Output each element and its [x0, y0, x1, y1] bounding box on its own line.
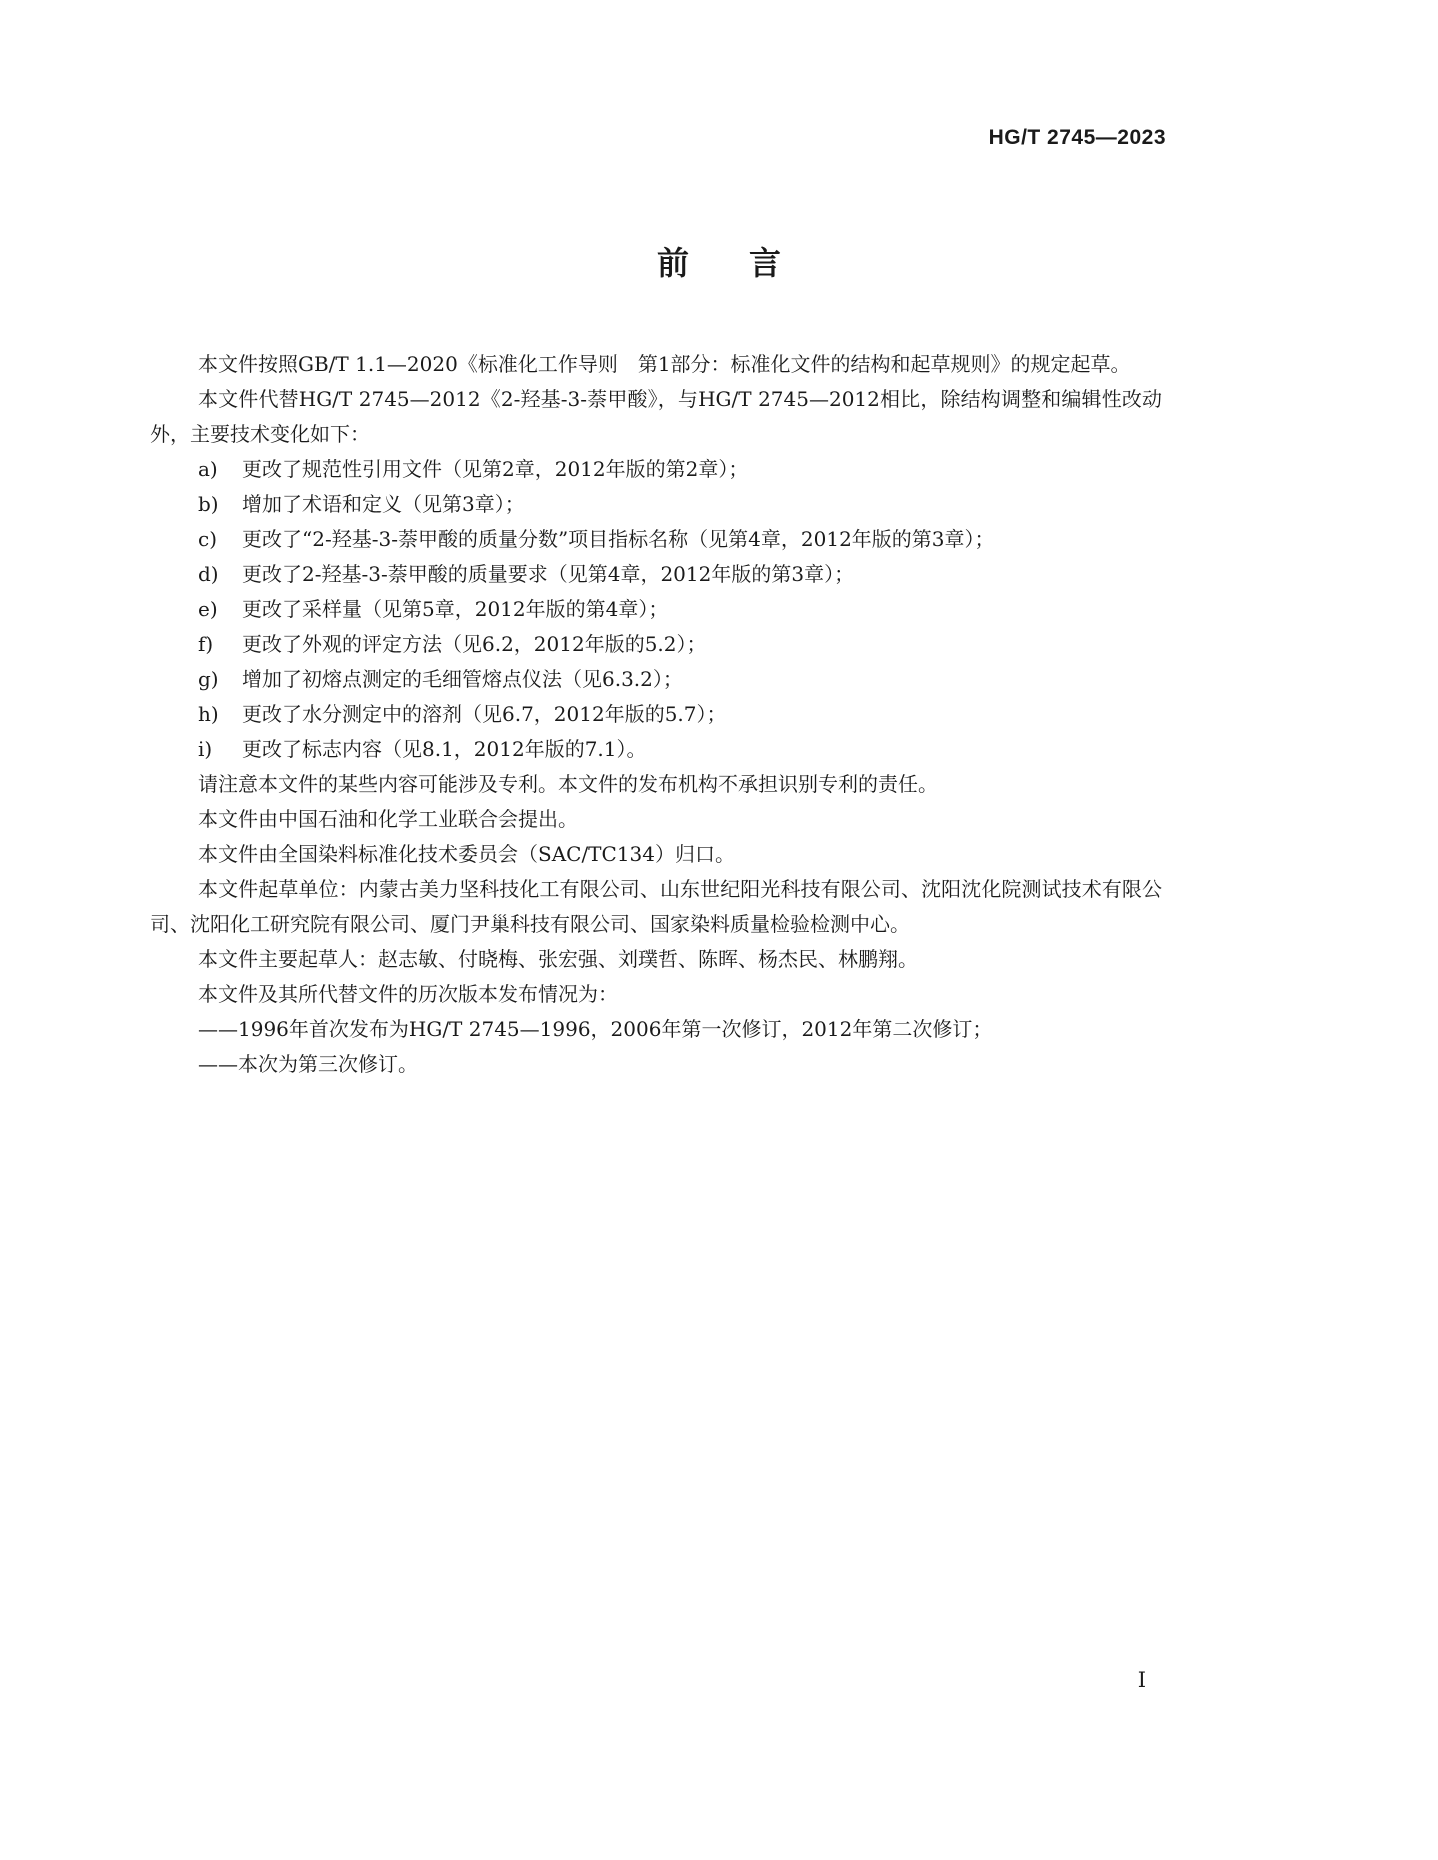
list-item-change [150, 592, 1162, 627]
list-item-text: 增加了初熔点测定的毛细管熔点仪法（见6.3.2）； [242, 667, 683, 691]
list-marker: d) [198, 562, 219, 586]
list-item-change [150, 627, 1162, 662]
list-marker: a) [198, 457, 218, 481]
list-item-change [150, 732, 1162, 767]
list-item-text: 更改了水分测定中的溶剂（见6.7，2012年版的5.7）； [242, 702, 727, 726]
document-code: HG/T 2745—2023 [988, 126, 1166, 149]
paragraph-history-intro: 本文件及其所代替文件的历次版本发布情况为： [198, 982, 618, 1006]
list-marker: f) [198, 632, 214, 656]
paragraph-drafting-units: 本文件起草单位：内蒙古美力坚科技化工有限公司、山东世纪阳光科技有限公司、沈阳沈化院测试技术有限公司、沈阳化工研究院有限公司、厦门尹巢科技有限公司、国家染料质量检验检测中心。 [150, 877, 1162, 936]
list-item-change [150, 697, 1162, 732]
paragraph-committee: 本文件由全国染料标准化技术委员会（SAC/TC134）归口。 [198, 842, 736, 866]
list-item-text: 更改了外观的评定方法（见6.2，2012年版的5.2）； [242, 632, 707, 656]
foreword-body [150, 347, 1162, 1082]
list-item-change [150, 662, 1162, 697]
list-marker: i) [198, 737, 213, 761]
paragraph-patent-notice: 请注意本文件的某些内容可能涉及专利。本文件的发布机构不承担识别专利的责任。 [198, 772, 938, 796]
list-item-text: 更改了采样量（见第5章，2012年版的第4章）； [242, 597, 669, 621]
paragraph-replacement: 本文件代替HG/T 2745—2012《2-羟基-3-萘甲酸》，与HG/T 2745—2012相比，除结构调整和编辑性改动外，主要技术变化如下： [150, 387, 1162, 446]
list-item-change [150, 487, 1162, 522]
list-marker: h) [198, 702, 219, 726]
history-item: ——1996年首次发布为HG/T 2745—1996，2006年第一次修订，2012年第二次修订； [198, 1017, 993, 1041]
list-item-text: 更改了标志内容（见8.1，2012年版的7.1）。 [242, 737, 647, 761]
list-item-change [150, 452, 1162, 487]
list-marker: b) [198, 492, 219, 516]
history-item: ——本次为第三次修订。 [198, 1052, 418, 1076]
paragraph-proposer: 本文件由中国石油和化学工业联合会提出。 [198, 807, 578, 831]
list-item-change [150, 522, 1162, 557]
list-item-text: 更改了2-羟基-3-萘甲酸的质量要求（见第4章，2012年版的第3章）； [242, 562, 855, 586]
list-item-text: 更改了“2-羟基-3-萘甲酸的质量分数”项目指标名称（见第4章，2012年版的第3章）； [242, 527, 995, 551]
list-marker: g) [198, 667, 219, 691]
paragraph-drafting-rules: 本文件按照GB/T 1.1—2020《标准化工作导则 第1部分：标准化文件的结构和起草规则》的规定起草。 [198, 352, 1131, 376]
list-item-text: 更改了规范性引用文件（见第2章，2012年版的第2章）； [242, 457, 749, 481]
list-marker: e) [198, 597, 218, 621]
page-title: 前言 [656, 244, 841, 282]
page-number: I [1137, 1668, 1146, 1692]
list-marker: c) [198, 527, 218, 551]
list-item-change [150, 557, 1162, 592]
list-item-text: 增加了术语和定义（见第3章）； [242, 492, 525, 516]
paragraph-drafters: 本文件主要起草人：赵志敏、付晓梅、张宏强、刘璞哲、陈晖、杨杰民、林鹏翔。 [198, 947, 918, 971]
